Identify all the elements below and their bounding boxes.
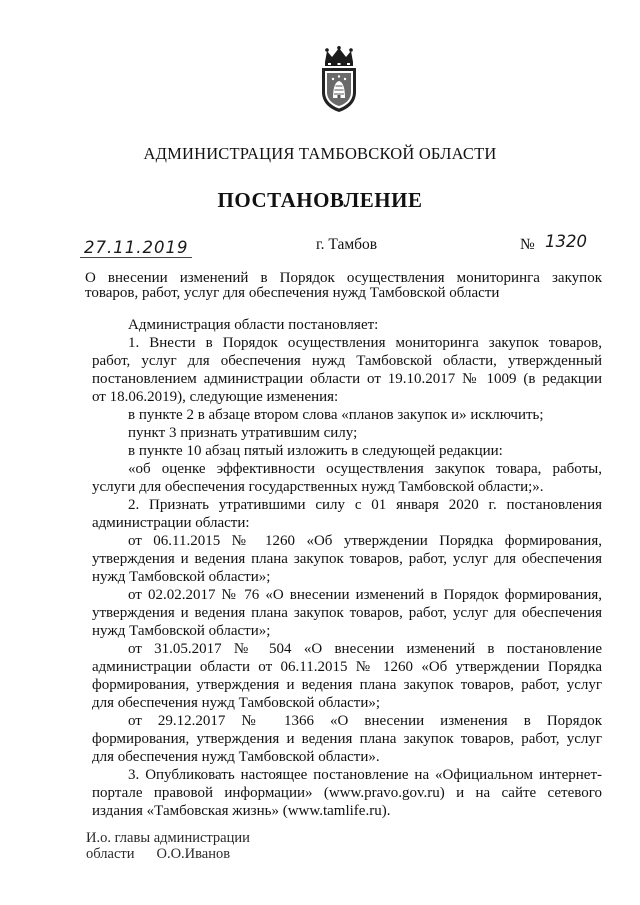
document-date: 27.11.2019 bbox=[84, 238, 189, 257]
agency-name: АДМИНИСТРАЦИЯ ТАМБОВСКОЙ ОБЛАСТИ bbox=[143, 144, 497, 163]
repealed-act-line: нужд Тамбовской области»; bbox=[92, 569, 271, 585]
amendment-item: пункт 3 признать утратившим силу; bbox=[128, 425, 358, 441]
paragraph-1-line: работ, услуг для обеспечения нужд Тамбовской области, утвержденный bbox=[92, 353, 602, 369]
paragraph-1-line: постановлением администрации области от 19.10.2017 № 1009 (в редакции bbox=[92, 371, 602, 387]
repealed-act-line: от 29.12.2017 № 1366 «О внесении изменения в Порядок bbox=[128, 713, 602, 729]
repealed-act-line: утверждения и ведения плана закупок товаров, работ, услуг для обеспечения bbox=[92, 551, 602, 567]
subject-line: товаров, работ, услуг для обеспечения нужд Тамбовской области bbox=[85, 285, 500, 301]
amendment-item: в пункте 10 абзац пятый изложить в следующей редакции: bbox=[128, 443, 503, 459]
subject-line: О внесении изменений в Порядок осуществления мониторинга закупок bbox=[85, 270, 602, 286]
signatory-line bbox=[86, 846, 250, 862]
repealed-act-line: администрации области от 06.11.2015 № 1260 «Об утверждении Порядка bbox=[92, 659, 602, 675]
paragraph-2-line: администрации области: bbox=[92, 515, 250, 531]
repealed-act-line: от 06.11.2015 № 1260 «Об утверждении Порядка формирования, bbox=[128, 533, 602, 549]
signatory-position-region: области bbox=[86, 846, 135, 862]
repealed-act-line: от 31.05.2017 № 504 «О внесении изменений в постановление bbox=[128, 641, 602, 657]
signature-block bbox=[86, 830, 250, 862]
paragraph-3-line: издания «Тамбовская жизнь» (www.tamlife.ru). bbox=[92, 803, 391, 819]
document-city: г. Тамбов bbox=[316, 236, 378, 253]
document-number: 1320 bbox=[545, 232, 587, 251]
repealed-act-line: формирования, утверждения и ведения плана закупок товаров, работ, услуг bbox=[92, 731, 602, 747]
repealed-act-line: формирования, утверждения и ведения плана закупок товаров, работ, услуг bbox=[92, 677, 602, 693]
document-body bbox=[92, 316, 602, 820]
amendment-quote-line: услуги для обеспечения государственных нужд Тамбовской области;». bbox=[92, 479, 544, 495]
paragraph-3-line: портале правовой информации» (www.pravo.gov.ru) и на сайте сетевого bbox=[92, 785, 602, 801]
body-intro: Администрация области постановляет: bbox=[128, 317, 379, 333]
repealed-act-line: утверждения и ведения плана закупок товаров, работ, услуг для обеспечения bbox=[92, 605, 602, 621]
amendment-item: в пункте 2 в абзаце втором слова «планов закупок и» исключить; bbox=[128, 407, 544, 423]
paragraph-1-line: 1. Внести в Порядок осуществления мониторинга закупок товаров, bbox=[128, 335, 602, 351]
paragraph-2-line: 2. Признать утратившими силу с 01 января 2020 г. постановления bbox=[128, 497, 602, 513]
document-subject bbox=[85, 271, 602, 301]
signatory-name: О.О.Иванов bbox=[156, 846, 231, 862]
paragraph-3-line: 3. Опубликовать настоящее постановление на «Официальном интернет- bbox=[128, 767, 602, 783]
repealed-act-line: для обеспечения нужд Тамбовской области»; bbox=[92, 695, 381, 711]
signatory-position: И.о. главы администрации bbox=[86, 830, 250, 846]
paragraph-1-line: от 18.06.2019), следующие изменения: bbox=[92, 389, 339, 405]
repealed-act-line: от 02.02.2017 № 76 «О внесении изменений в Порядок формирования, bbox=[128, 587, 602, 603]
repealed-act-line: нужд Тамбовской области»; bbox=[92, 623, 271, 639]
amendment-quote-line: «об оценке эффективности осуществления закупок товара, работы, bbox=[128, 461, 602, 477]
date-underline bbox=[80, 257, 192, 258]
document-type-title: ПОСТАНОВЛЕНИЕ bbox=[217, 188, 423, 212]
coat-of-arms-icon bbox=[316, 46, 362, 114]
repealed-act-line: для обеспечения нужд Тамбовской области». bbox=[92, 749, 380, 765]
document-number-label: № bbox=[520, 236, 535, 253]
